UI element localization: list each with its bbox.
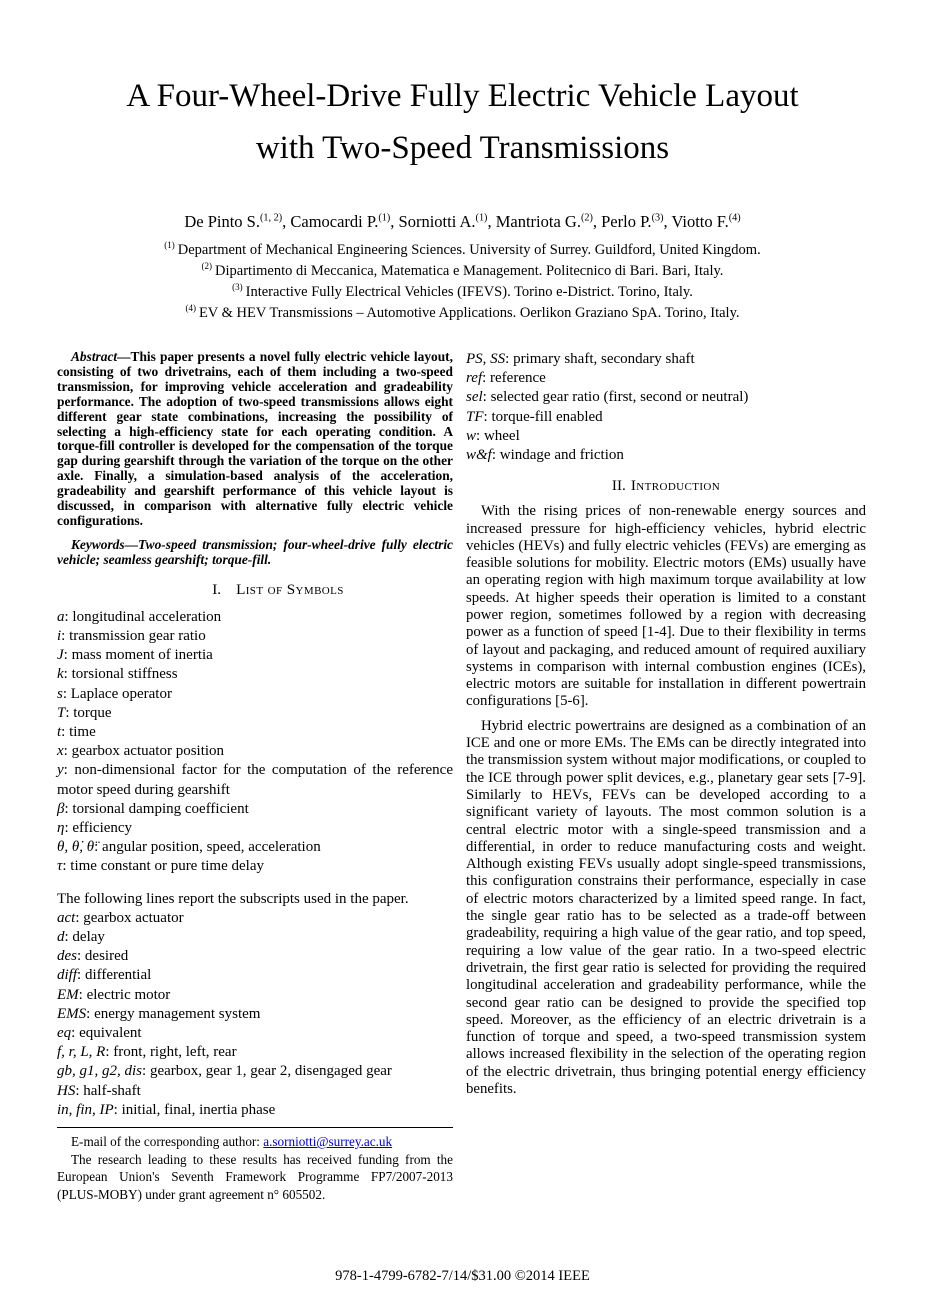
subscript-name: f, r, L, R [57,1044,106,1061]
symbol-separator: : [491,447,500,464]
symbol-description: torsional stiffness [71,666,178,683]
symbol-separator: : [505,351,514,367]
subscript-separator: : [75,909,84,926]
subscript-description: half-shaft [83,1082,141,1099]
subscript-description: gearbox, gear 1, gear 2, disengaged gear [149,1063,392,1080]
symbol-separator: : [64,800,73,817]
symbol-description: time constant or pure time delay [70,858,264,875]
subscript-description: equivalent [79,1024,142,1041]
symbol-item [57,646,453,665]
symbol-description: torque-fill enabled [491,408,603,425]
subscript-name: EM [57,986,79,1003]
author-name: Camocardi P. [290,212,379,231]
intro-paragraph-2: Hybrid electric powertrains are designed as a combination of an ICE and one or more EMs. The EMs can be directly integrated into the transmission system without major modifications, or coupled to the ICE through power split devices, e.g., planetary gear sets [7-9]. Similarly to HEVs, FEVs can be developed according to a significant variety of layouts. The most common solution is a central electric motor with a single-speed transmission and a differential, in order to reduce manufacturing costs and weight. Although existing FEVs usually adopt single-speed transmissions, this configuration constrains their performance, especially in case of electric motors characterized by a limited speed range. In fact, the single gear ratio has to be selected as a trade-off between gradeability, requiring a high value of the gear ratio, and top speed, requiring a low value of the gear ratio. In a two-speed electric drivetrain, the first gear ratio is selected for providing the required longitudinal acceleration and gradeability performance, while the second gear ratio can be designed to provide the specified top speed. Moreover, as the efficiency of an electric drivetrain is a function of torque and speed, a two-speed transmission system allows increased flexibility in the selection of the operating region of the electric drivetrain, thus bringing potential energy efficiency benefits. [466,717,866,1098]
author-separator: , [663,212,672,231]
symbol-separator: : [61,723,70,740]
subscript-item [57,1024,453,1043]
author-affiliation-marker: (1) [475,212,488,224]
keywords-label: Keywords— [71,536,138,552]
subscript-item [57,1062,453,1081]
affiliation-marker: (1) [164,240,175,251]
affiliation-line [0,282,925,303]
paper-title-line2: with Two-Speed Transmissions [255,130,670,166]
symbol-item [57,665,453,684]
symbol-separator: : [62,685,71,702]
symbol-separator: : [63,762,75,779]
symbol-item [466,408,866,427]
symbol-separator: : [482,370,491,387]
section-title: List of Symbols [236,580,344,598]
symbol-separator: : [61,627,70,644]
right-column [466,350,866,1203]
author-name: Viotto F. [671,212,729,231]
symbol-separator: : [482,389,491,406]
symbol-name: y [57,762,64,779]
symbol-item [57,685,453,704]
symbol-name: a [57,608,65,625]
affiliation-text: Department of Mechanical Engineering Sciences. University of Surrey. Guildford, United Kingdom. [177,242,761,258]
symbol-description: windage and friction [499,447,624,464]
symbol-name: sel [466,389,483,406]
footnote-block [57,1127,453,1203]
author [671,212,740,231]
affiliations-block [0,240,925,324]
subscript-description: gearbox actuator [83,909,184,926]
subscript-name: gb, g1, g2, dis [57,1063,143,1080]
symbol-name: J [57,647,64,664]
subscript-separator: : [142,1063,150,1080]
copyright-footer: 978-1-4799-6782-7/14/$31.00 ©2014 IEEE [335,1268,590,1284]
paper-title-line1: A Four-Wheel-Drive Fully Electric Vehicle Layout [126,78,799,114]
affiliation-line [0,240,925,261]
author [290,212,398,231]
author [601,212,671,231]
symbol-description: primary shaft, secondary shaft [513,351,695,367]
footnote-email-label: E-mail of the corresponding author: [71,1133,264,1149]
symbol-name: k [57,666,64,683]
symbols-list-continued [466,350,866,465]
author-affiliation-marker: (3) [651,212,664,224]
subscript-item [57,1082,453,1101]
symbol-item [57,857,453,876]
author-separator: , [592,212,602,231]
subscripts-intro: The following lines report the subscripts used in the paper. [57,890,409,907]
author [184,212,290,231]
symbol-separator: : [65,704,74,721]
affiliation-text: Interactive Fully Electrical Vehicles (IFEVS). Torino e-District. Torino, Italy. [245,284,693,300]
symbol-description: selected gear ratio (first, second or neutral) [490,389,749,406]
subscript-description: delay [72,928,105,945]
symbol-name: PS, SS [466,351,506,367]
symbol-description: wheel [483,427,520,444]
subscript-description: front, right, left, rear [113,1044,237,1061]
symbol-description: mass moment of inertia [71,647,213,664]
symbol-item [57,819,453,838]
authors-line [0,212,925,232]
author-name: Sorniotti A. [398,212,476,231]
symbol-item [466,446,866,465]
symbol-separator: : [63,743,72,760]
subscript-name: in, fin, IP [57,1101,114,1118]
author-separator: , [282,212,291,231]
symbol-separator: : [63,647,72,664]
symbol-description: torsional damping coefficient [72,800,249,817]
author-separator: , [390,212,399,231]
symbol-description: torque [73,704,112,721]
subscript-item [57,928,453,947]
symbol-item [57,838,453,857]
left-column [57,350,453,1203]
symbol-item [466,369,866,388]
symbol-separator: : [483,408,492,425]
footnote-email-line [57,1133,453,1151]
subscript-name: d [57,928,65,945]
symbol-name: s [57,685,63,702]
symbol-separator: : [64,608,73,625]
symbol-item [57,704,453,723]
symbol-description: non-dimensional factor for the computation of the reference motor speed during gearshift [57,762,454,798]
subscript-separator: : [86,1005,95,1022]
subscript-separator: : [64,928,73,945]
symbol-name: T [57,704,66,721]
email-link[interactable]: a.sorniotti@surrey.ac.uk [263,1133,393,1149]
author [496,212,601,231]
section-numeral: II. [611,477,626,495]
subscript-name: EMS [57,1005,87,1022]
subscript-name: HS [57,1082,76,1099]
author-affiliation-marker: (1, 2) [259,212,283,224]
symbol-name: τ [57,858,63,875]
subscripts-list [57,909,453,1120]
subscript-description: electric motor [86,986,171,1003]
symbol-item [57,742,453,761]
symbol-name: η [57,819,65,836]
author [399,212,496,231]
subscript-name: des [57,948,77,965]
two-column-body [57,350,870,1203]
symbol-separator: : [62,858,71,875]
footnote-funding-text: The research leading to these results has received funding from the European Union's Seventh Framework Programme FP7/2007-2013 (PLUS-MOBY) under grant agreement n° 605502. [57,1151,453,1202]
symbol-separator: : [63,666,72,683]
symbol-separator: : [64,819,73,836]
subscript-item [57,909,453,928]
symbol-name: w&f [466,447,492,464]
subscript-name: eq [57,1024,72,1041]
subscript-separator: : [78,986,87,1003]
symbol-description: longitudinal acceleration [72,608,222,625]
section-heading-introduction [466,477,866,495]
keywords-paragraph [57,538,453,568]
subscript-item [57,1101,453,1120]
symbol-separator: : [476,427,484,444]
subscript-item [57,1005,453,1024]
symbol-item [57,627,453,646]
affiliation-text: EV & HEV Transmissions – Automotive Applications. Oerlikon Graziano SpA. Torino, Italy. [198,305,740,321]
symbol-separator: : [94,839,103,856]
symbol-description: transmission gear ratio [69,627,206,644]
section-numeral: I. [212,580,222,598]
subscript-separator: : [77,967,85,984]
symbol-item [57,723,453,742]
author-name: Mantriota G. [495,212,581,231]
subscript-description: energy management system [94,1005,261,1022]
subscript-description: differential [84,967,152,984]
section-heading-list-of-symbols [57,581,453,599]
symbol-name: x [57,743,64,760]
symbol-name: t [57,723,62,740]
symbol-description: gearbox actuator position [71,743,225,760]
symbol-name: i [57,627,62,644]
keywords-text: Two-speed transmission; four-wheel-drive fully electric vehicle; seamless gearshift; torque-fill. [57,536,453,567]
affiliation-text: Dipartimento di Meccanica, Matematica e Management. Politecnico di Bari. Bari, Italy. [215,263,724,279]
symbol-name: TF [466,408,484,425]
affiliation-line [0,261,925,282]
symbol-description: reference [490,370,546,387]
subscript-item [57,966,453,985]
subscript-description: desired [84,948,129,965]
section-title: Introduction [630,477,721,495]
symbol-description: angular position, speed, acceleration [102,839,321,856]
symbol-item [57,608,453,627]
subscript-item [57,947,453,966]
symbol-name: ref [466,370,483,387]
author-name: De Pinto S. [184,212,260,231]
subscript-separator: : [105,1044,114,1061]
abstract-text: This paper presents a novel fully electric vehicle layout, consisting of two drivetrains, each of them including a two-speed transmission, for improving vehicle acceleration and gradeability performance. The adoption of two-speed transmissions allows eight different gear state combinations, increasing the possibility of selecting a high-efficiency state for each operating condition. A torque-fill controller is developed for the compensation of the torque gap during gearshift through the variation of the torque on the other axle. Finally, a simulation-based analysis of the acceleration, gradeability and gearshift performance of this vehicle layout is discussed, in comparison with alternative fully electric vehicle configurations. [57,349,453,528]
subscript-item [57,1043,453,1062]
subscript-item [57,986,453,1005]
author-name: Perlo P. [601,212,652,231]
symbol-item [466,388,866,407]
subscript-separator: : [71,1024,80,1041]
symbol-item [466,350,866,369]
subscript-separator: : [77,948,85,965]
symbol-name: β [57,800,65,817]
subscript-name: diff [57,967,78,984]
symbol-item [57,800,453,819]
symbol-item [57,761,453,799]
affiliation-marker: (4) [185,303,196,314]
author-affiliation-marker: (2) [580,212,593,224]
symbol-description: Laplace operator [70,685,172,702]
subscript-description: initial, final, inertia phase [121,1101,276,1118]
symbols-list [57,608,453,877]
symbol-name: θ, θ̇, θ̈ [57,839,95,856]
affiliation-line [0,303,925,324]
affiliation-marker: (2) [201,261,213,272]
symbol-description: time [69,723,96,740]
author-affiliation-marker: (4) [728,212,741,224]
paper-title [0,0,925,174]
symbol-item [466,427,866,446]
symbol-name: w [466,427,477,444]
subscript-separator: : [113,1101,122,1118]
subscript-separator: : [75,1082,84,1099]
abstract-paragraph [57,350,453,529]
symbol-description: efficiency [72,819,133,836]
subscript-name: act [57,909,76,926]
abstract-label: Abstract— [71,349,131,364]
intro-paragraph-1: With the rising prices of non-renewable energy sources and increased pressure for high-efficiency vehicles, hybrid electric vehicles (HEVs) and fully electric vehicles (FEVs) are emerging as feasible solutions for mobility. Electric motors (EMs) usually have an operating region with high maximum torque availability at low speeds. At higher speeds their operation is limited to a constant power region, sometimes followed by a region with decreasing power as a function of speed [1-4]. Due to their flexibility in terms of layout and packaging, and reduced amount of required auxiliary systems in comparison with internal combustion engines (ICEs), electric motors are suitable for installation in different powertrain configurations [5-6]. [466,503,866,710]
author-separator: , [487,212,496,231]
affiliation-marker: (3) [232,282,243,293]
author-affiliation-marker: (1) [378,212,391,224]
